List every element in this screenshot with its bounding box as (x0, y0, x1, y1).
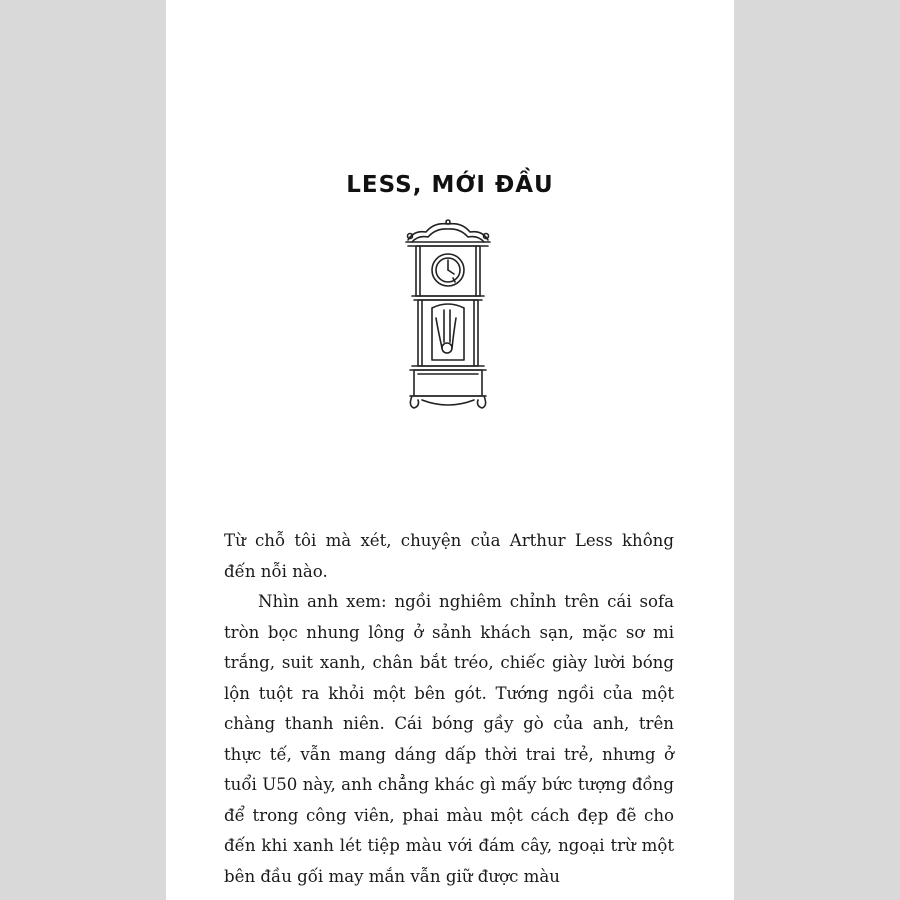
chapter-title: LESS, MỚI ĐẦU (346, 172, 554, 198)
paragraph-1: Từ chỗ tôi mà xét, chuyện của Arthur Less không đến nỗi nào. (224, 531, 674, 581)
grandfather-clock-icon (404, 218, 492, 414)
book-page (166, 0, 734, 900)
paragraph-2: Nhìn anh xem: ngồi nghiêm chỉnh trên cái sofa tròn bọc nhung lông ở sảnh khách sạn, mặc sơ mi trắng, suit xanh, chân bắt tréo, chiếc giày lười bóng lộn tuột ra khỏi một bên gót. Tướng ngồi của một chàng thanh niên. Cái bóng gầy gò của anh, trên thực tế, vẫn mang dáng dấp thời trai trẻ, nhưng ở tuổi U50 này, anh chẳng khác gì mấy bức tượng đồng để trong công viên, phai màu một cách đẹp đẽ cho đến khi xanh lét tiệp màu với đám cây, ngoại trừ một bên đầu gối may mắn vẫn giữ được màu (224, 592, 674, 886)
body-text (224, 526, 674, 892)
